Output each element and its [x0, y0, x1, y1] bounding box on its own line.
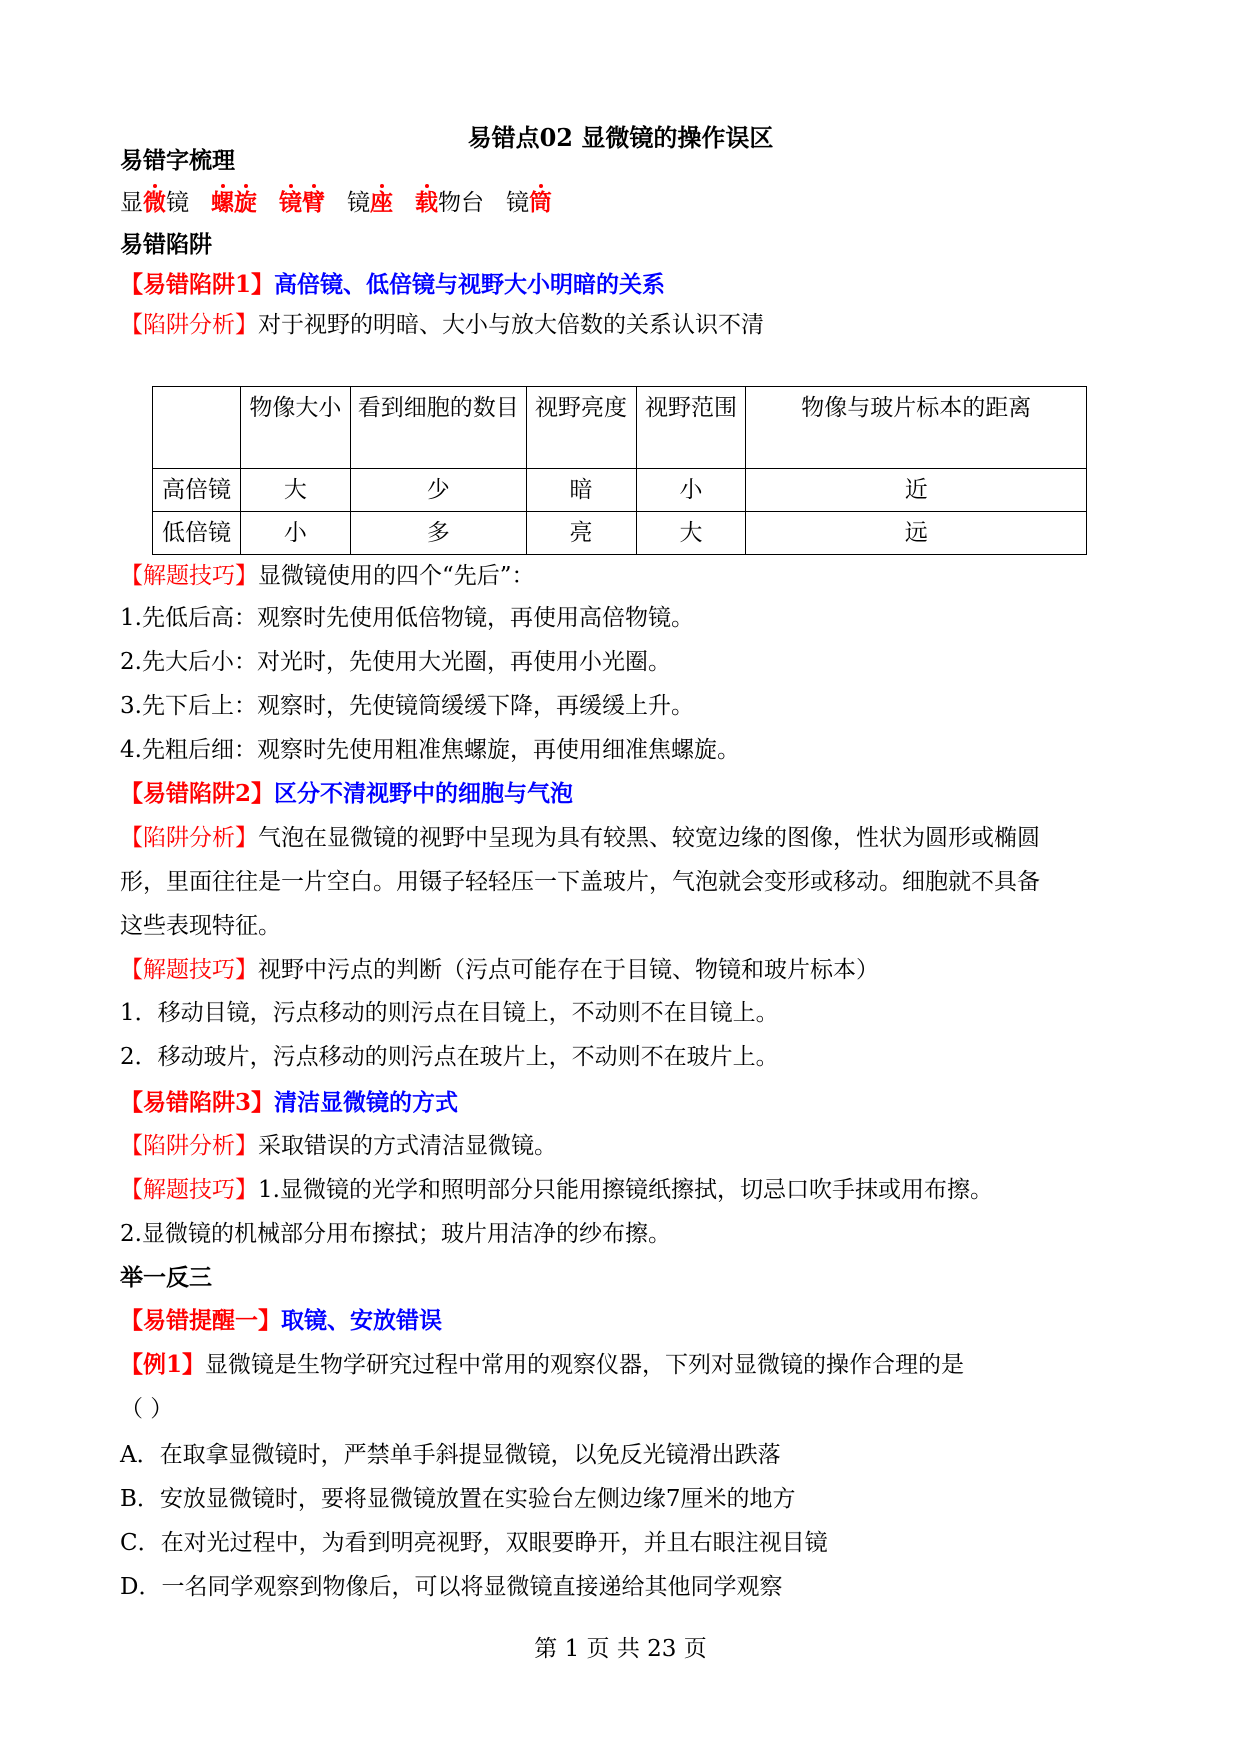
trap3-analysis-text: 采取错误的方式清洁显微镜。 [258, 1133, 557, 1159]
table-header-row [153, 387, 1087, 469]
word-character: 镜 [166, 190, 189, 216]
trap1-analysis [120, 310, 764, 340]
list-item: 2.显微镜的机械部分用布擦拭；玻片用洁净的纱布擦。 [120, 1221, 671, 1247]
option-item: D．一名同学观察到物像后，可以将显微镜直接递给其他同学观察 [120, 1574, 783, 1600]
trap1-tips [120, 561, 535, 591]
reminder-header [120, 1306, 442, 1336]
trap3-tips-tag: 【解题技巧】 [120, 1177, 258, 1203]
list-item: 4.先粗后细：观察时先使用粗准焦螺旋，再使用细准焦螺旋。 [120, 737, 740, 763]
trap1-title: 高倍镜、低倍镜与视野大小明暗的关系 [274, 271, 666, 298]
trap2-analysis [120, 823, 1040, 853]
list-item: 1.先低后高：观察时先使用低倍物镜，再使用高倍物镜。 [120, 605, 694, 631]
emphasized-character: 旋 [234, 189, 257, 216]
emphasized-character: 座 [370, 189, 393, 216]
page-footer: 第 1 页 共 23 页 [534, 1636, 707, 1662]
trap2-tips [120, 955, 879, 985]
table-cell: 低倍镜 [153, 512, 241, 555]
table-cell: 大 [636, 512, 746, 555]
emphasized-character: 镜 [279, 189, 302, 216]
trap3-analysis [120, 1131, 557, 1161]
table-row [153, 512, 1087, 555]
trap3-tips [120, 1175, 993, 1205]
example-text: 显微镜是生物学研究过程中常用的观察仪器，下列对显微镜的操作合理的是 [205, 1352, 965, 1378]
table-cell: 小 [240, 512, 350, 555]
word-item [279, 188, 325, 218]
trap3-title: 清洁显微镜的方式 [274, 1089, 459, 1116]
trap2-tips-tag: 【解题技巧】 [120, 957, 258, 983]
section-heading-practice: 举一反三 [120, 1264, 212, 1291]
word-character: 镜 [347, 190, 370, 216]
table-header-cell [153, 387, 241, 469]
trap3-tag: 【易错陷阱3】 [120, 1089, 275, 1116]
table-header-cell: 物像大小 [240, 387, 350, 469]
trap2-header [120, 779, 573, 809]
reminder-tag: 【易错提醒一】 [120, 1307, 281, 1334]
option-item: A．在取拿显微镜时，严禁单手斜提显微镜，以免反光镜滑出跌落 [120, 1442, 781, 1468]
reminder-title: 取镜、安放错误 [281, 1307, 442, 1334]
table-header-cell: 视野范围 [636, 387, 746, 469]
table-cell: 亮 [526, 512, 636, 555]
list-item: 2．移动玻片，污点移动的则污点在玻片上，不动则不在玻片上。 [120, 1044, 779, 1070]
trap2-analysis-text: 气泡在显微镜的视野中呈现为具有较黑、较宽边缘的图像，性状为圆形或椭圆 [258, 825, 1040, 851]
trap1-tag: 【易错陷阱1】 [120, 271, 275, 298]
list-item: 2.先大后小：对光时，先使用大光圈，再使用小光圈。 [120, 649, 671, 675]
table-cell: 暗 [526, 469, 636, 512]
word-character: 显 [120, 190, 143, 216]
example-tag: 【例1】 [120, 1351, 206, 1378]
word-item [120, 188, 189, 218]
option-item: B．安放显微镜时，要将显微镜放置在实验台左侧边缘7厘米的地方 [120, 1486, 796, 1512]
trap1-tips-text: 显微镜使用的四个“先后”： [258, 563, 535, 589]
page-title: 易错点02 显微镜的操作误区 [467, 123, 774, 152]
table-cell: 少 [350, 469, 526, 512]
emphasized-character: 筒 [529, 189, 552, 216]
trap1-header [120, 270, 665, 300]
word-character: 物台 [438, 190, 484, 216]
table-cell: 远 [746, 512, 1087, 555]
list-item: 3.先下后上：观察时，先使镜筒缓缓下降，再缓缓上升。 [120, 693, 694, 719]
emphasized-character: 螺 [211, 189, 234, 216]
list-item: 1．移动目镜，污点移动的则污点在目镜上，不动则不在目镜上。 [120, 1000, 779, 1026]
word-item [506, 188, 552, 218]
section-heading-traps: 易错陷阱 [120, 231, 212, 258]
example-question [120, 1350, 964, 1380]
section-heading-words: 易错字梳理 [120, 147, 235, 174]
table-row [153, 469, 1087, 512]
table-cell: 小 [636, 469, 746, 512]
trap1-analysis-text: 对于视野的明暗、大小与放大倍数的关系认识不清 [258, 312, 764, 338]
table-cell: 高倍镜 [153, 469, 241, 512]
emphasized-character: 微 [143, 189, 166, 216]
table-header-cell: 物像与玻片标本的距离 [746, 387, 1087, 469]
trap1-analysis-tag: 【陷阱分析】 [120, 312, 258, 338]
trap2-analysis-tag: 【陷阱分析】 [120, 825, 258, 851]
trap1-tips-tag: 【解题技巧】 [120, 563, 258, 589]
emphasized-character: 载 [415, 189, 438, 216]
word-item [415, 188, 484, 218]
answer-blank: （ ） [120, 1396, 174, 1422]
word-list [120, 188, 574, 218]
word-item [211, 188, 257, 218]
trap3-tips-text: 1.显微镜的光学和照明部分只能用擦镜纸擦拭，切忌口吹手抹或用布擦。 [258, 1177, 993, 1203]
word-item [347, 188, 393, 218]
trap2-analysis-line: 形，里面往往是一片空白。用镊子轻轻压一下盖玻片，气泡就会变形或移动。细胞就不具备 [120, 869, 1040, 895]
emphasized-character: 臂 [302, 189, 325, 216]
trap3-header [120, 1088, 458, 1118]
comparison-table [152, 386, 1087, 555]
word-character: 镜 [506, 190, 529, 216]
trap2-tag: 【易错陷阱2】 [120, 780, 275, 807]
table-header-cell: 看到细胞的数目 [350, 387, 526, 469]
trap2-tips-text: 视野中污点的判断（污点可能存在于目镜、物镜和玻片标本） [258, 957, 879, 983]
table-cell: 大 [240, 469, 350, 512]
table-header-cell: 视野亮度 [526, 387, 636, 469]
table-cell: 多 [350, 512, 526, 555]
option-item: C．在对光过程中，为看到明亮视野，双眼要睁开，并且右眼注视目镜 [120, 1530, 828, 1556]
trap2-analysis-line: 这些表现特征。 [120, 913, 281, 939]
trap3-analysis-tag: 【陷阱分析】 [120, 1133, 258, 1159]
trap2-title: 区分不清视野中的细胞与气泡 [274, 780, 574, 807]
table-cell: 近 [746, 469, 1087, 512]
